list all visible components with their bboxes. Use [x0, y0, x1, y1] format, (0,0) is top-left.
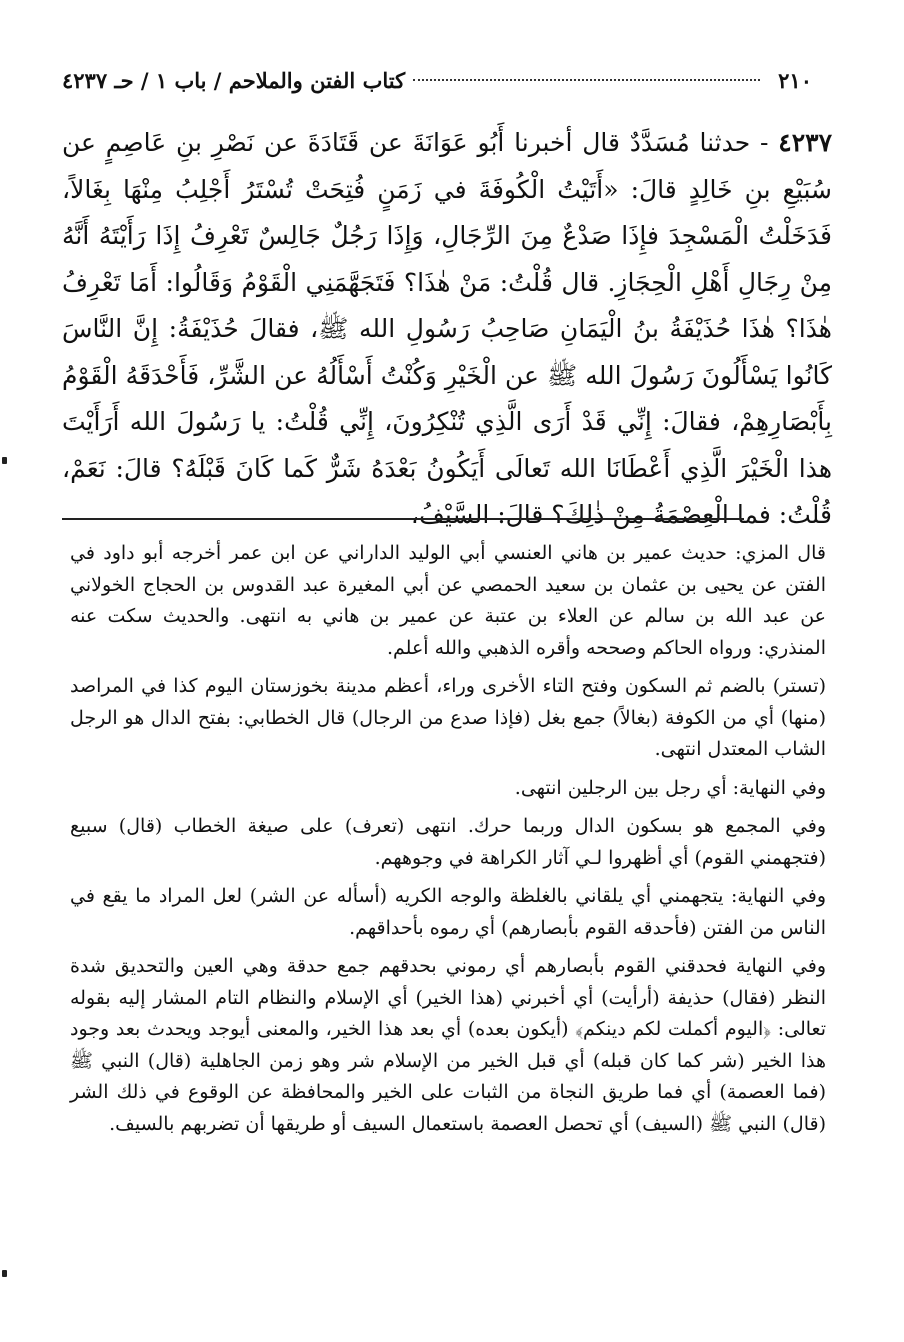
hadith-body: - حدثنا مُسَدَّدٌ قال أخبرنا أَبُو عَوَانَةَ عن قَتَادَةَ عن نَصْرِ بنِ عَاصِمٍ عن سُبَيْعِ بنِ خَالِدٍ قالَ: «أَتَيْتُ الْكُوفَةَ في زَمَنٍ فُتِحَتْ تُسْتَرُ أَجْلِبُ مِنْهَا بِغَالاً، فَدَخَلْتُ الْمَسْجِدَ فإِذَا صَدْعٌ مِنَ الرِّجَالِ، وَإِذَا رَجُلٌ جَالِسٌ تَعْرِفُ إِذَا رَأَيْتَهُ أَنَّهُ مِنْ رِجَالِ أَهْلِ الْحِجَازِ. قال قُلْتُ: مَنْ هٰذَا؟ فَتَجَهَّمَنِي الْقَوْمُ وَقَالُوا: أَمَا تَعْرِفُ هٰذَا؟ هٰذَا حُذَيْفَةُ بنُ الْيَمَانِ صَاحِبُ رَسُولِ الله ﷺ، فقالَ حُذَيْفَةُ: إِنَّ النَّاسَ كَانُوا يَسْأَلُونَ رَسُولَ الله ﷺ عن الْخَيْرِ وَكُنْتُ أَسْأَلُهُ عن الشَّرِّ، فَأَحْدَقَهُ الْقَوْمُ بِأَبْصَارِهِمْ، فقالَ: إِنِّي قَدْ أَرَى الَّذِي تُنْكِرُونَ، إِنِّي قُلْتُ: يا رَسُولَ الله أَرَأَيْتَ هذا الْخَيْرَ الَّذِي أَعْطَانَا الله تَعالَى أَيَكُونُ بَعْدَهُ شَرٌّ كَما كَانَ قَبْلَهُ؟ قالَ: نَعَمْ، قُلْتُ: فما الْعِصْمَةُ مِنْ ذٰلِكَ؟ قالَ: السَّيْفُ،	[62, 128, 832, 529]
footnote-divider	[62, 518, 744, 520]
commentary-paragraph: وفي النهاية: أي رجل بين الرجلين انتهى.	[514, 776, 826, 799]
commentary-paragraph: وفي النهاية فحدقني القوم بأبصارهم أي رموني بحدقهم جمع حدقة وهي العين والتحديق شدة النظر (فقال) حذيفة (أرأيت) أي أخبرني (هذا الخير) أي الإسلام والنظام التام المشار إليه بقوله تعالى: ﴿اليوم أكملت لكم دينكم﴾ (أيكون بعده) أي بعد هذا الخير، والمعنى أيوجد ويحدث بعد وجود هذا الخير (شر كما كان قبله) أي قبل الخير من الإسلام شر وهو زمن الجاهلية (قال) النبي ﷺ (فما العصمة) أي فما طريق النجاة من الثبات على الخير والمحافظة عن الوقوع في ذلك الشر (قال) النبي ﷺ (السيف) أي تحصل العصمة باستعمال السيف أو طريقها أن تضربهم بالسيف.	[70, 955, 826, 1135]
commentary-paragraph: وفي المجمع هو بسكون الدال وربما حرك. انتهى (تعرف) على صيغة الخطاب (قال) سبيع (فتجهمني القوم) أي أظهروا لـي آثار الكراهة في وجوههم.	[70, 815, 826, 869]
hadith-text-block	[62, 120, 832, 539]
commentary-block	[70, 538, 826, 1147]
commentary-paragraph: قال المزي: حديث عمير بن هاني العنسي أبي الوليد الداراني عن ابن عمر أخرجه أبو داود في الفتن عن يحيى بن عثمان بن سعيد الحمصي عن أبي المغيرة عبد القدوس بن الحجاج الخولاني عن عبد الله بن سالم عن العلاء بن عتبة عن عمير بن هاني به انتهى. والحديث سكت عنه المنذري: ورواه الحاكم وصححه وأقره الذهبي والله أعلم.	[70, 542, 826, 659]
hadith-number: ٤٢٣٧	[778, 128, 832, 157]
page-number: ٢١٠	[778, 67, 812, 93]
hadith-paragraph	[62, 120, 832, 539]
scan-margin-mark	[2, 457, 7, 464]
commentary-paragraph: (تستر) بالضم ثم السكون وفتح التاء الأخرى وراء، أعظم مدينة بخوزستان اليوم كذا في المراصد (منها) أي من الكوفة (بغالاً) جمع بغل (فإذا صدع من الرجال) قال الخطابي: بفتح الدال هو الرجل الشاب المعتدل انتهى.	[70, 675, 826, 760]
running-header	[62, 60, 812, 100]
scan-margin-mark	[2, 1270, 7, 1277]
header-dot-leader	[413, 79, 760, 81]
commentary-paragraph: وفي النهاية: يتجهمني أي يلقاني بالغلظة والوجه الكريه (أسأله عن الشر) لعل المراد ما يقع في الناس من الفتن (فأحدقه القوم بأبصارهم) أي رموه بأحداقهم.	[70, 885, 826, 939]
book-title: كتاب الفتن والملاحم / باب ١ / حـ ٤٢٣٧	[62, 67, 406, 93]
